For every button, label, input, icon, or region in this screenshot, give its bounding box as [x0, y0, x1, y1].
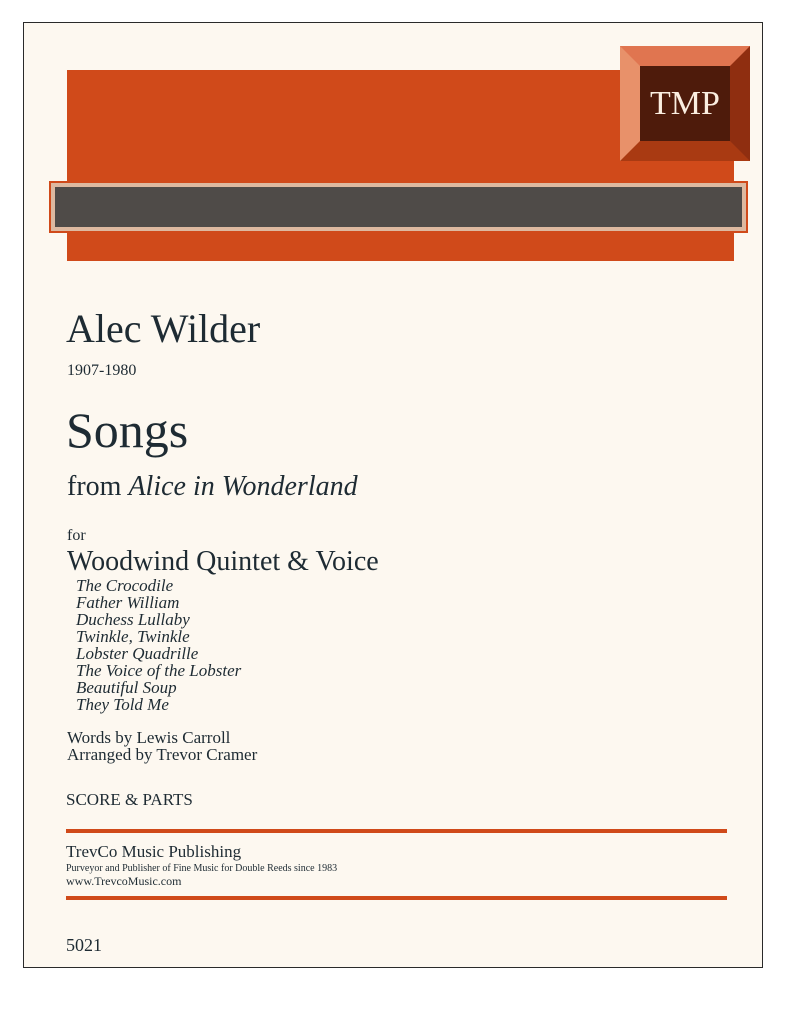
song-item: The Crocodile	[76, 576, 174, 595]
composer-name: Alec Wilder	[66, 306, 261, 351]
for-label: for	[67, 527, 86, 544]
song-item: They Told Me	[76, 695, 169, 714]
publisher-tagline: Purveyor and Publisher of Fine Music for Double Reeds since 1983	[66, 863, 338, 874]
subtitle-prefix: from	[67, 471, 129, 502]
banner-stripe-inner	[55, 187, 742, 227]
tmp-logo	[620, 46, 750, 161]
song-item: Beautiful Soup	[76, 678, 177, 697]
words-credit: Words by Lewis Carroll	[67, 728, 231, 747]
work-subtitle	[67, 471, 358, 503]
arranger-credit: Arranged by Trevor Cramer	[67, 745, 258, 764]
cover-page	[23, 22, 763, 968]
logo-text: TMP	[640, 66, 730, 141]
song-item: Twinkle, Twinkle	[76, 627, 190, 646]
catalog-number: 5021	[66, 935, 102, 955]
work-title: Songs	[66, 402, 189, 458]
divider-top	[66, 829, 727, 833]
instrumentation: Woodwind Quintet & Voice	[67, 546, 379, 577]
song-item: Lobster Quadrille	[76, 644, 199, 663]
song-list	[76, 577, 241, 713]
composer-dates: 1907-1980	[67, 362, 137, 379]
edition-label: SCORE & PARTS	[66, 790, 193, 809]
banner-stripe	[49, 181, 748, 233]
song-item: Father William	[76, 593, 180, 612]
song-item: The Voice of the Lobster	[76, 661, 242, 680]
publisher-website: www.TrevcoMusic.com	[66, 874, 182, 888]
song-item: Duchess Lullaby	[76, 610, 190, 629]
subtitle-source-title: Alice in Wonderland	[128, 471, 358, 502]
divider-bottom	[66, 896, 727, 900]
publisher-name: TrevCo Music Publishing	[66, 842, 242, 861]
